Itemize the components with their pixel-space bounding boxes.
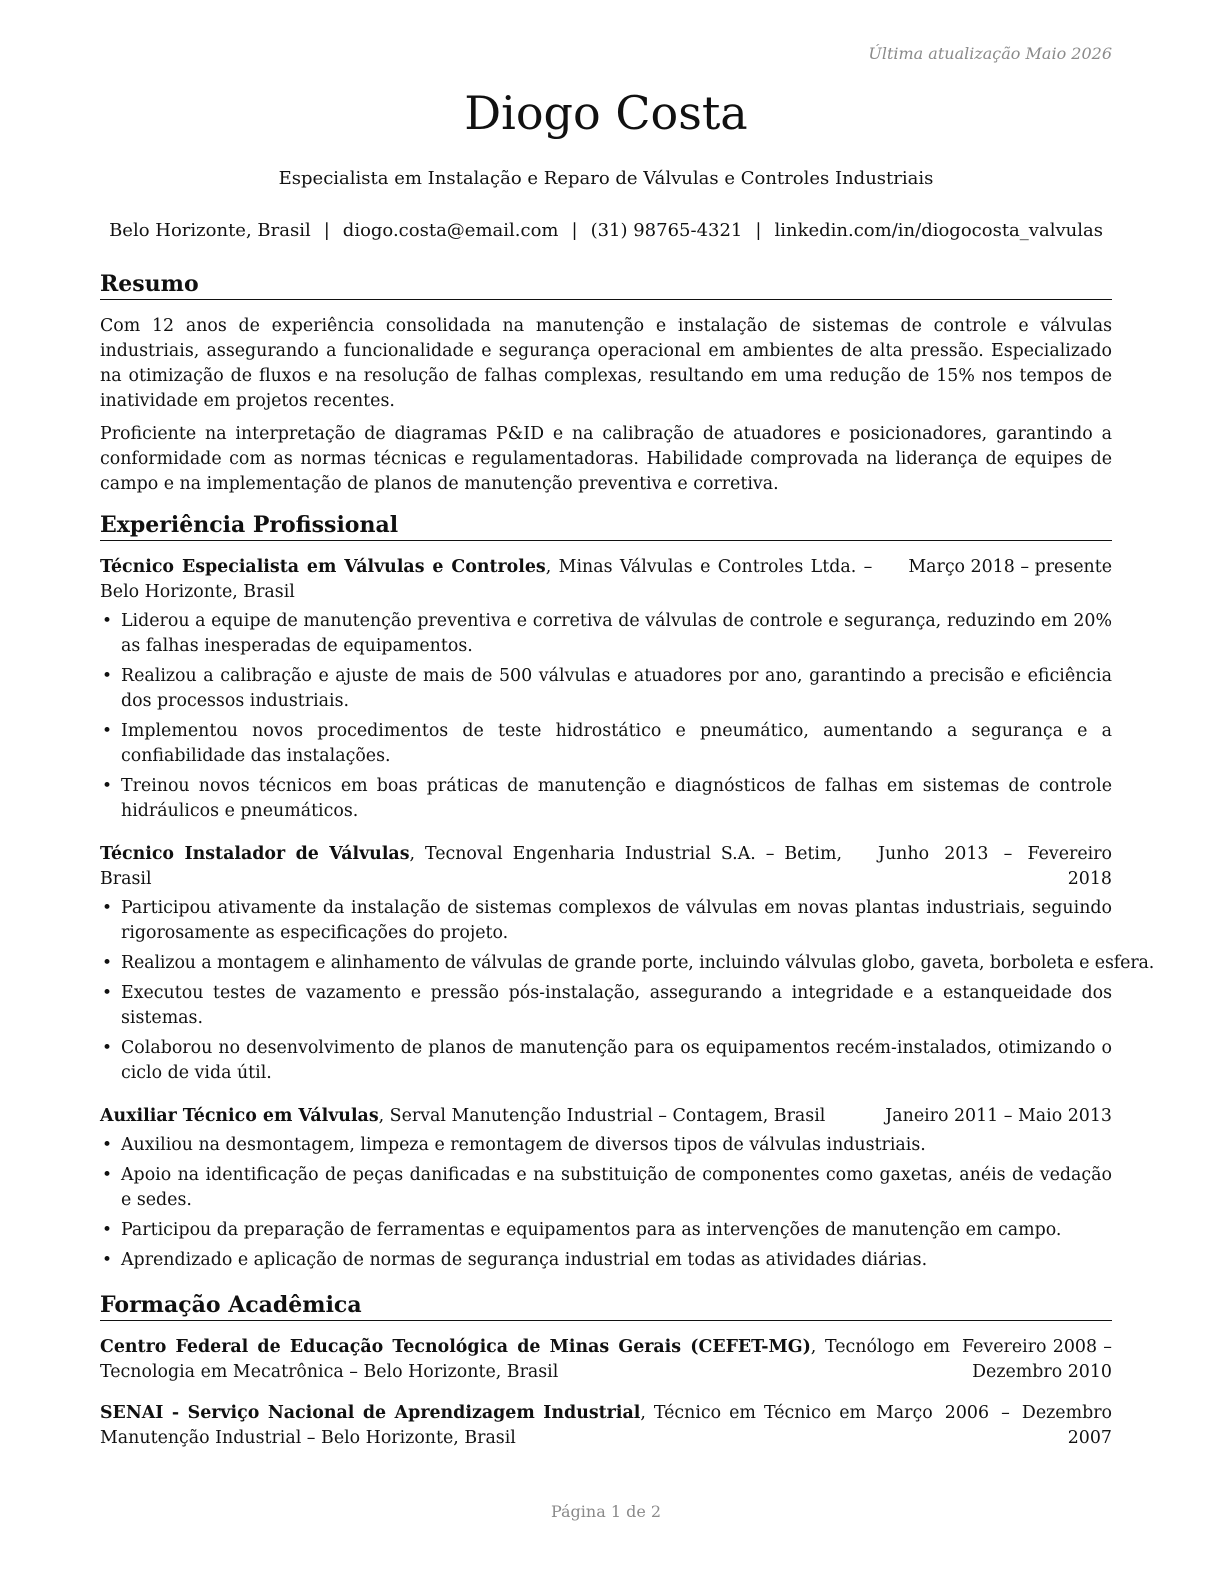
bullet-icon: • <box>102 666 113 686</box>
list-item: • Realizou a calibração e ajuste de mais de 500 válvulas e atuadores por ano, garantindo a precisão e eficiência dos processos industriais. <box>102 666 1112 711</box>
contact-separator: | <box>571 220 578 241</box>
section-title: Formação Acadêmica <box>100 1291 1112 1321</box>
education-entry <box>100 1401 1112 1451</box>
job-header <box>100 1104 1112 1129</box>
job-entry <box>100 1104 1112 1273</box>
list-item: • Realizou a montagem e alinhamento de válvulas de grande porte, incluindo válvulas globo, gaveta, borboleta e esfera. <box>100 951 1112 976</box>
job-dates: Março 2018 – presente <box>908 557 1112 577</box>
education-detail: , Tecnólogo em Tecnologia em Mecatrônica – Belo Horizonte, Brasil <box>100 1337 950 1382</box>
bullet-icon: • <box>102 776 113 796</box>
contact-email[interactable]: diogo.costa@email.com <box>342 220 559 241</box>
bullet-icon: • <box>102 1220 113 1240</box>
contact-line <box>80 220 1132 241</box>
section-title: Experiência Profissional <box>100 511 1112 541</box>
list-item: • Auxiliou na desmontagem, limpeza e remontagem de diversos tipos de válvulas industriais. <box>100 1133 1112 1158</box>
education-dates: Março 2006 – Dezembro 2007 <box>876 1403 1112 1448</box>
education-line <box>100 1401 876 1451</box>
contact-separator: | <box>323 220 330 241</box>
job-role: Técnico Instalador de Válvulas <box>100 844 410 864</box>
job-company: , Minas Válvulas e Controles Ltda. – Belo Horizonte, Brasil <box>100 557 873 602</box>
education-entry <box>100 1335 1112 1385</box>
job-title-line <box>100 842 878 892</box>
education-header <box>100 1401 1112 1451</box>
resume-page <box>100 0 1155 1584</box>
bullet-icon: • <box>102 953 112 973</box>
list-item: • Executou testes de vazamento e pressão pós-instalação, assegurando a integridade e a estanqueidade dos sistemas. <box>102 983 1112 1028</box>
education-header <box>100 1335 1112 1385</box>
bullet-icon: • <box>102 1038 113 1058</box>
job-bullets <box>100 1133 1112 1273</box>
list-item: • Treinou novos técnicos em boas práticas de manutenção e diagnósticos de falhas em sistemas de controle hidráulicos e pneumáticos. <box>102 776 1112 821</box>
education-detail: , Técnico em Técnico em Manutenção Industrial – Belo Horizonte, Brasil <box>100 1403 866 1448</box>
job-role: Técnico Especialista em Válvulas e Controles <box>100 557 546 577</box>
job-header <box>100 842 1112 892</box>
candidate-name: Diogo Costa <box>464 86 748 140</box>
job-role: Auxiliar Técnico em Válvulas <box>100 1106 379 1126</box>
education-institution: Centro Federal de Educação Tecnológica de Minas Gerais (CEFET-MG) <box>100 1337 811 1357</box>
job-header <box>100 555 1112 605</box>
summary-paragraph: Com 12 anos de experiência consolidada na manutenção e instalação de sistemas de controle e válvulas industriais, assegurando a funcionalidade e segurança operacional em ambientes de alta pressão. Especializado na otimização de fluxos e na resolução de falhas complexas, resultando em uma redução de 15% nos tempos de inatividade em projetos recentes. <box>100 316 1112 411</box>
job-company: , Serval Manutenção Industrial – Contagem, Brasil <box>378 1106 826 1126</box>
bullet-icon: • <box>102 1165 113 1185</box>
job-title-line <box>100 555 908 605</box>
bullet-icon: • <box>102 1250 113 1270</box>
bullet-icon: • <box>102 721 113 741</box>
list-item: • Implementou novos procedimentos de teste hidrostático e pneumático, aumentando a segurança e a confiabilidade das instalações. <box>102 721 1112 766</box>
bullet-icon: • <box>102 1135 113 1155</box>
contact-separator: | <box>755 220 762 241</box>
bullet-icon: • <box>102 983 113 1003</box>
experience-section <box>100 511 1155 1273</box>
list-item: • Participou da preparação de ferramentas e equipamentos para as intervenções de manutenção em campo. <box>100 1218 1112 1243</box>
list-item: • Aprendizado e aplicação de normas de segurança industrial em todas as atividades diárias. <box>100 1248 1112 1273</box>
last-updated: Última atualização Maio 2026 <box>868 44 1112 63</box>
summary-paragraph: Proficiente na interpretação de diagramas P&ID e na calibração de atuadores e posicionadores, garantindo a conformidade com as normas técnicas e regulamentadoras. Habilidade comprovada na liderança de equipes de campo e na implementação de planos de manutenção preventiva e corretiva. <box>100 424 1112 494</box>
job-bullets <box>100 609 1112 824</box>
job-entry <box>100 842 1155 1086</box>
list-item: • Liderou a equipe de manutenção preventiva e corretiva de válvulas de controle e segurança, reduzindo em 20% as falhas inesperadas de equipamentos. <box>102 611 1112 656</box>
education-section <box>100 1291 1112 1451</box>
contact-phone[interactable]: (31) 98765-4321 <box>590 220 743 241</box>
job-dates: Junho 2013 – Fevereiro 2018 <box>878 844 1112 889</box>
education-line <box>100 1335 962 1385</box>
section-title: Resumo <box>100 270 1112 300</box>
bullet-icon: • <box>102 898 113 918</box>
education-institution: SENAI - Serviço Nacional de Aprendizagem Industrial <box>100 1403 641 1423</box>
list-item: • Colaborou no desenvolvimento de planos de manutenção para os equipamentos recém-instalados, otimizando o ciclo de vida útil. <box>102 1038 1112 1083</box>
job-dates: Janeiro 2011 – Maio 2013 <box>885 1106 1112 1126</box>
contact-location: Belo Horizonte, Brasil <box>109 220 311 241</box>
list-item: • Apoio na identificação de peças danificadas e na substituição de componentes como gaxetas, anéis de vedação e sedes. <box>102 1165 1112 1210</box>
education-dates: Fevereiro 2008 – Dezembro 2010 <box>962 1337 1112 1382</box>
summary-section <box>100 270 1112 497</box>
job-entry <box>100 555 1112 824</box>
contact-linkedin[interactable]: linkedin.com/in/diogocosta_valvulas <box>774 220 1103 241</box>
page-number: Página 1 de 2 <box>550 1502 662 1521</box>
list-item: • Participou ativamente da instalação de sistemas complexos de válvulas em novas plantas industriais, seguindo rigorosamente as especificações do projeto. <box>102 898 1112 943</box>
job-company: , Tecnoval Engenharia Industrial S.A. – Betim, Brasil <box>100 844 842 889</box>
job-title-line <box>100 1104 885 1129</box>
candidate-headline: Especialista em Instalação e Reparo de Válvulas e Controles Industriais <box>278 168 934 189</box>
resume-content <box>100 270 1155 1467</box>
bullet-icon: • <box>102 611 113 631</box>
job-bullets <box>100 896 1155 1086</box>
